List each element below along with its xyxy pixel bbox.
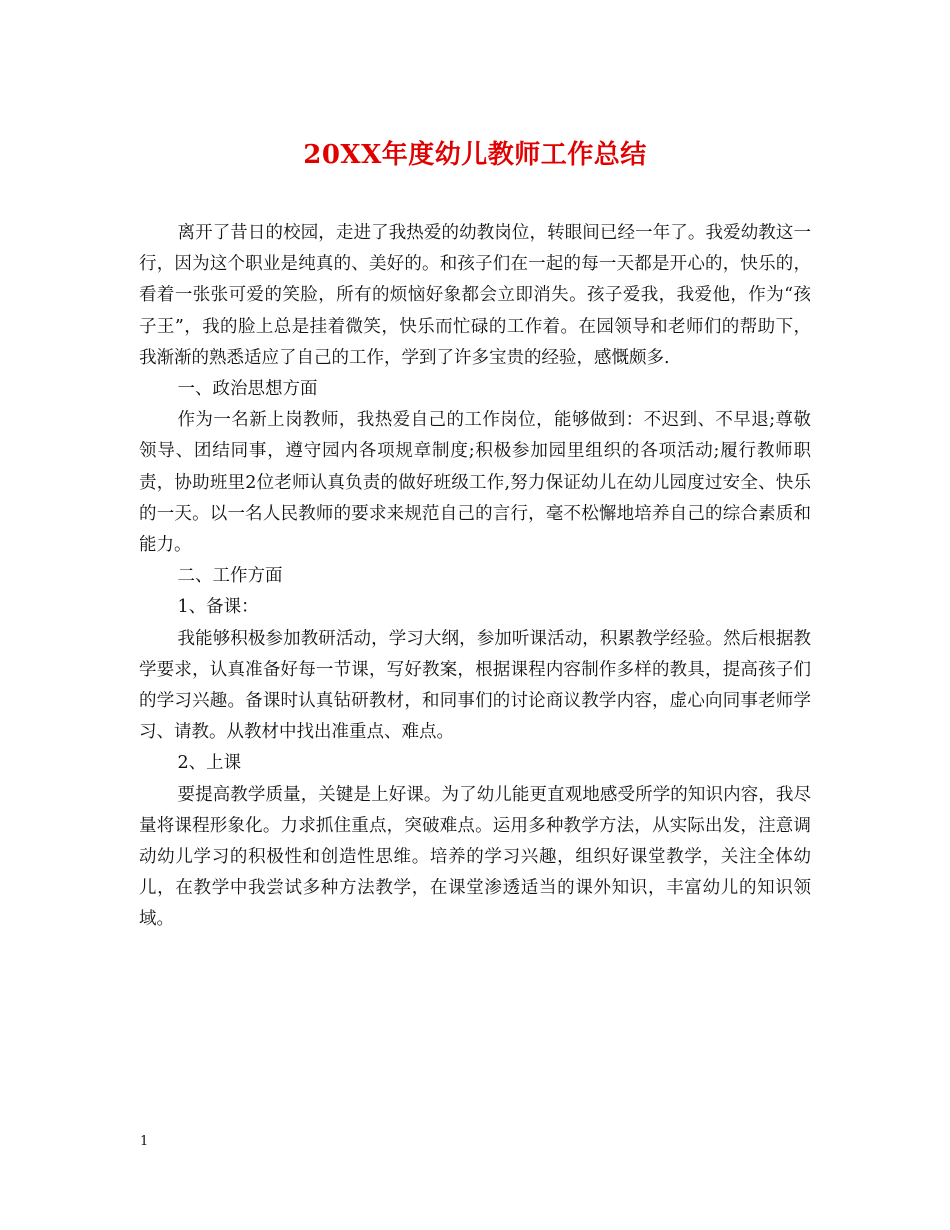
intro-paragraph: 离开了昔日的校园，走进了我热爱的幼教岗位，转眼间已经一年了。我爱幼教这一行，因为这个职业是纯真的、美好的。和孩子们在一起的每一天都是开心的，快乐的，看着一张张可爱的笑脸，所有的烦恼好象都会立即消失。孩子爱我，我爱他，作为“孩子王”，我的脸上总是挂着微笑，快乐而忙碌的工作着。在园领导和老师们的帮助下，我渐渐的熟悉适应了自己的工作，学到了许多宝贵的经验，感慨颇多.	[139, 223, 811, 368]
class-teaching-paragraph: 要提高教学质量，关键是上好课。为了幼儿能更直观地感受所学的知识内容，我尽量将课程形象化。力求抓住重点，突破难点。运用多种教学方法，从实际出发，注意调动幼儿学习的积极性和创造性思维。培养的学习兴趣，组织好课堂教学，关注全体幼儿，在教学中我尝试多种方法教学，在课堂渗透适当的课外知识，丰富幼儿的知识领域。	[139, 784, 811, 930]
document-title: 20XX年度幼儿教师工作总结	[303, 140, 647, 170]
document-body	[139, 218, 811, 936]
section-heading-work: 二、工作方面	[177, 566, 283, 587]
lesson-prep-paragraph: 我能够积极参加教研活动，学习大纲，参加听课活动，积累教学经验。然后根据教学要求，认真准备好每一节课，写好教案，根据课程内容制作多样的教具，提高孩子们的学习兴趣。备课时认真钻研教材，和同事们的讨论商议教学内容，虚心向同事老师学习、请教。从教材中找出准重点、难点。	[139, 628, 811, 743]
section-heading-political: 一、政治思想方面	[177, 379, 318, 400]
page-number: 1	[140, 1134, 149, 1149]
political-paragraph: 作为一名新上岗教师，我热爱自己的工作岗位，能够做到：不迟到、不早退;尊敬领导、团结同事，遵守园内各项规章制度;积极参加园里组织的各项活动;履行教师职责，协助班里2位老师认真负责的做好班级工作,努力保证幼儿在幼儿园度过安全、快乐的一天。以一名人民教师的要求来规范自己的言行，毫不松懈地培养自己的综合素质和能力。	[139, 410, 811, 556]
subheading-class-teaching: 2、上课	[177, 753, 242, 774]
subheading-lesson-prep: 1、备课：	[177, 597, 259, 618]
